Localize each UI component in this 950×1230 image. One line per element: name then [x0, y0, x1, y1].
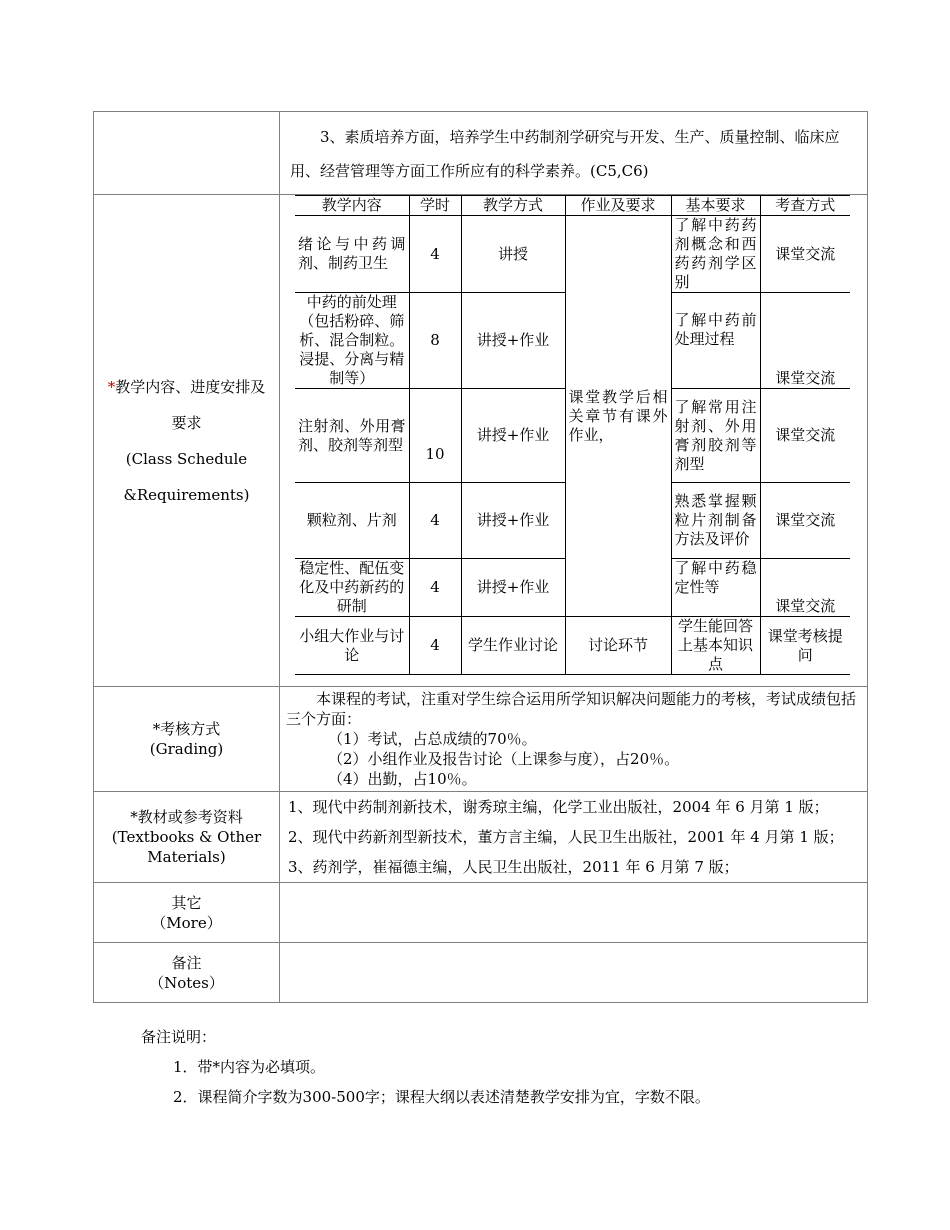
grading-row	[94, 687, 868, 792]
schedule-table	[295, 195, 850, 675]
header-basic: 基本要求	[671, 196, 760, 216]
row-basic: 了解常用注射剂、外用膏剂胶剂等剂型	[671, 389, 760, 483]
quality-line-1: 3、素质培养方面，培养学生中药制剂学研究与开发、生产、质量控制、临床应	[320, 128, 840, 146]
quality-line-2: 用、经营管理等方面工作所应有的科学素养。(C5,C6)	[290, 162, 649, 180]
row-assessment: 课堂交流	[760, 293, 850, 389]
notes-row	[94, 943, 868, 1003]
remarks-title: 备注说明：	[141, 1028, 217, 1046]
row-basic: 了解中药前处理过程	[671, 293, 760, 389]
header-content: 教学内容	[295, 196, 409, 216]
textbooks-cell	[280, 792, 868, 883]
schedule-label-en-a: (Class Schedule	[125, 449, 248, 468]
quality-row	[94, 112, 868, 195]
more-cell	[280, 883, 868, 943]
schedule-label-cn-a: 教学内容、进度安排及	[115, 377, 266, 396]
textbooks-label	[94, 792, 280, 883]
remarks-item: 2．课程简介字数为300-500字；课程大纲以表述清楚教学安排为宜，字数不限。	[173, 1088, 710, 1106]
header-method: 教学方式	[461, 196, 565, 216]
row-assessment: 课堂交流	[760, 559, 850, 617]
row-content: 小组大作业与讨论	[295, 617, 409, 675]
row-method: 讲授	[461, 216, 565, 293]
row-content: 中药的前处理（包括粉碎、筛析、混合制粒。浸提、分离与精制等）	[295, 293, 409, 389]
table-row	[295, 617, 850, 675]
row-assessment: 课堂交流	[760, 216, 850, 293]
header-hours: 学时	[409, 196, 461, 216]
header-homework: 作业及要求	[565, 196, 671, 216]
row-hours: 4	[409, 559, 461, 617]
row-homework: 讨论环节	[565, 617, 671, 675]
schedule-cell	[280, 195, 868, 687]
row-content: 稳定性、配伍变化及中药新药的研制	[295, 559, 409, 617]
notes-label-cn: 备注	[171, 953, 202, 972]
textbook-item: 2、现代中药新剂型新技术，董方言主编，人民卫生出版社，2001 年 4 月第 1 版；	[288, 828, 844, 846]
more-label-en: （More）	[151, 913, 222, 932]
row-method: 讲授+作业	[461, 483, 565, 559]
table-row	[295, 216, 850, 293]
row-homework-merged: 课堂教学后相关章节有课外作业，	[565, 216, 671, 617]
row-assessment: 课堂交流	[760, 483, 850, 559]
row-basic: 了解中药药剂概念和西药药剂学区别	[671, 216, 760, 293]
row-hours: 4	[409, 483, 461, 559]
row-basic: 熟悉掌握颗粒片剂制备方法及评价	[671, 483, 760, 559]
row-basic: 了解中药稳定性等	[671, 559, 760, 617]
row-assessment: 课堂交流	[760, 389, 850, 483]
row-method: 讲授+作业	[461, 559, 565, 617]
row-method: 讲授+作业	[461, 389, 565, 483]
grading-label-cn: *考核方式	[152, 720, 221, 738]
quality-cell	[280, 112, 868, 195]
schedule-label	[94, 195, 280, 687]
grading-intro: 本课程的考试，注重对学生综合运用所学知识解决问题能力的考核，考试成绩包括三个方面：	[286, 690, 857, 728]
textbooks-label-cn: *教材或参考资料	[130, 808, 243, 826]
row-content: 绪论与中药调剂、制药卫生	[295, 216, 409, 293]
remarks-section	[141, 1022, 710, 1112]
row-content: 注射剂、外用膏剂、胶剂等剂型	[295, 389, 409, 483]
row-method: 讲授+作业	[461, 293, 565, 389]
notes-label	[94, 943, 280, 1003]
grading-cell	[280, 687, 868, 792]
grading-item: （2）小组作业及报告讨论（上课参与度），占20％。	[328, 750, 680, 768]
textbook-item: 1、现代中药制剂新技术，谢秀琼主编，化学工业出版社，2004 年 6 月第 1 版；	[288, 798, 829, 816]
grading-label	[94, 687, 280, 792]
schedule-header-row	[295, 196, 850, 216]
schedule-label-cn-b: 要求	[171, 413, 202, 432]
more-row	[94, 883, 868, 943]
grading-item: （4）出勤，占10％。	[328, 770, 477, 788]
header-assessment: 考查方式	[760, 196, 850, 216]
row-hours: 8	[409, 293, 461, 389]
row-hours: 10	[409, 389, 461, 483]
row-hours: 4	[409, 617, 461, 675]
quality-label-cell	[94, 112, 280, 195]
remarks-item: 1．带*内容为必填项。	[173, 1058, 326, 1076]
row-content: 颗粒剂、片剂	[295, 483, 409, 559]
grading-item: （1）考试，占总成绩的70％。	[328, 730, 537, 748]
notes-cell	[280, 943, 868, 1003]
more-label-cn: 其它	[171, 893, 202, 912]
schedule-label-en-b: &Requirements)	[123, 485, 250, 504]
schedule-row	[94, 195, 868, 687]
row-method: 学生作业讨论	[461, 617, 565, 675]
syllabus-table	[93, 111, 868, 1003]
row-hours: 4	[409, 216, 461, 293]
textbooks-label-en-a: (Textbooks & Other	[111, 828, 262, 846]
grading-label-en: (Grading)	[149, 740, 224, 758]
row-assessment: 课堂考核提问	[760, 617, 850, 675]
required-mark: *	[107, 377, 116, 396]
notes-label-en: （Notes）	[149, 973, 224, 992]
row-basic: 学生能回答上基本知识点	[671, 617, 760, 675]
more-label	[94, 883, 280, 943]
textbook-item: 3、药剂学，崔福德主编，人民卫生出版社，2011 年 6 月第 7 版；	[288, 858, 739, 876]
textbooks-row	[94, 792, 868, 883]
textbooks-label-en-b: Materials)	[147, 848, 226, 866]
